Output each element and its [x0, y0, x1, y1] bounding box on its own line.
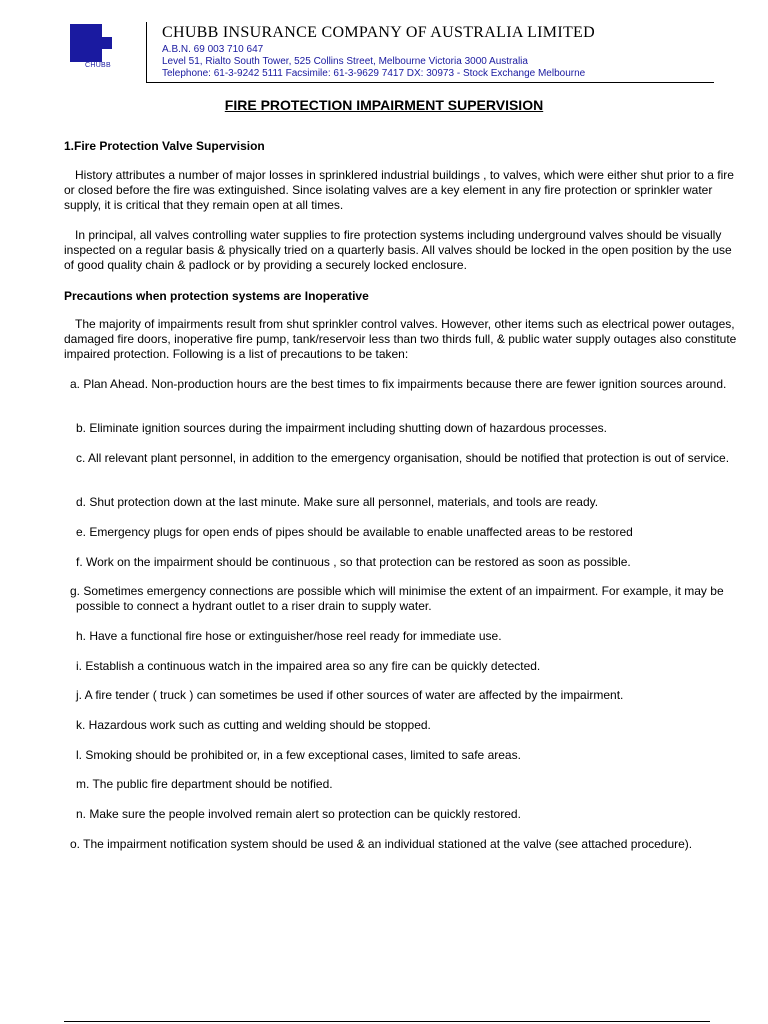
document-title: FIRE PROTECTION IMPAIRMENT SUPERVISION	[224, 97, 544, 113]
list-item: f. Work on the impairment should be continuous , so that protection can be restored as soon as possible.	[76, 555, 631, 569]
address: Level 51, Rialto South Tower, 525 Collins Street, Melbourne Victoria 3000 Australia	[162, 56, 528, 67]
list-item: a. Plan Ahead. Non-production hours are the best times to fix impairments because there are fewer ignition sources around.	[70, 377, 727, 391]
list-item: j. A fire tender ( truck ) can sometimes be used if other sources of water are affected by the impairment.	[76, 688, 624, 702]
header-rule	[146, 82, 714, 83]
list-item: k. Hazardous work such as cutting and welding should be stopped.	[76, 718, 431, 732]
company-name: CHUBB INSURANCE COMPANY OF AUSTRALIA LIMITED	[162, 24, 595, 41]
chubb-logo-mark	[68, 22, 128, 64]
list-item: d. Shut protection down at the last minute. Make sure all personnel, materials, and tools are ready.	[76, 495, 599, 509]
list-item: b. Eliminate ignition sources during the impairment including shutting down of hazardous processes.	[76, 421, 607, 435]
contact-line: Telephone: 61-3-9242 5111 Facsimile: 61-3-9629 7417 DX: 30973 - Stock Exchange Melbourne	[162, 68, 586, 79]
list-item: l. Smoking should be prohibited or, in a few exceptional cases, limited to safe areas.	[76, 748, 521, 762]
logo-wordmark: CHUBB	[84, 62, 111, 69]
paragraph: In principal, all valves controlling water supplies to fire protection systems including underground valves should be visually inspected on a regular basis & physically tried on a quarterly basis. All valves should be locked in the open position by the use of good quality chain & padlock or by providing a securely locked enclosure.	[64, 228, 732, 272]
list-item: m. The public fire department should be notified.	[76, 777, 333, 791]
section-heading: Precautions when protection systems are Inoperative	[64, 289, 369, 303]
list-item: h. Have a functional fire hose or extinguisher/hose reel ready for immediate use.	[76, 629, 502, 643]
paragraph: The majority of impairments result from shut sprinkler control valves. However, other items such as electrical power outages, damaged fire doors, inoperative fire pump, tank/reservoir less than two thirds full, & public water supply outages also constitute impaired protection. Following is a list of precautions to be taken:	[64, 317, 737, 361]
chubb-logo	[68, 22, 128, 78]
list-item: g. Sometimes emergency connections are possible which will minimise the extent of an impairment. For example, it may be possible to connect a hydrant outlet to a riser drain to supply water.	[70, 584, 724, 613]
abn: A.B.N. 69 003 710 647	[162, 44, 264, 55]
list-item: o. The impairment notification system should be used & an individual stationed at the valve (see attached procedure).	[70, 837, 693, 851]
list-item: c. All relevant plant personnel, in addition to the emergency organisation, should be notified that protection is out of service.	[76, 451, 730, 465]
list-item: i. Establish a continuous watch in the impaired area so any fire can be quickly detected.	[76, 659, 541, 673]
header-divider	[146, 22, 147, 82]
section-heading: 1.Fire Protection Valve Supervision	[64, 139, 265, 153]
list-item: n. Make sure the people involved remain alert so protection can be quickly restored.	[76, 807, 521, 821]
paragraph: History attributes a number of major losses in sprinklered industrial buildings , to valves, which were either shut prior to a fire or closed before the fire was extinguished. Since isolating valves are a key element in any fire protection or sprinkler water supply, it is critical that they remain open at all times.	[64, 168, 734, 212]
footer-rule	[64, 1021, 710, 1022]
list-item: e. Emergency plugs for open ends of pipes should be available to enable unaffected areas to be restored	[76, 525, 633, 539]
